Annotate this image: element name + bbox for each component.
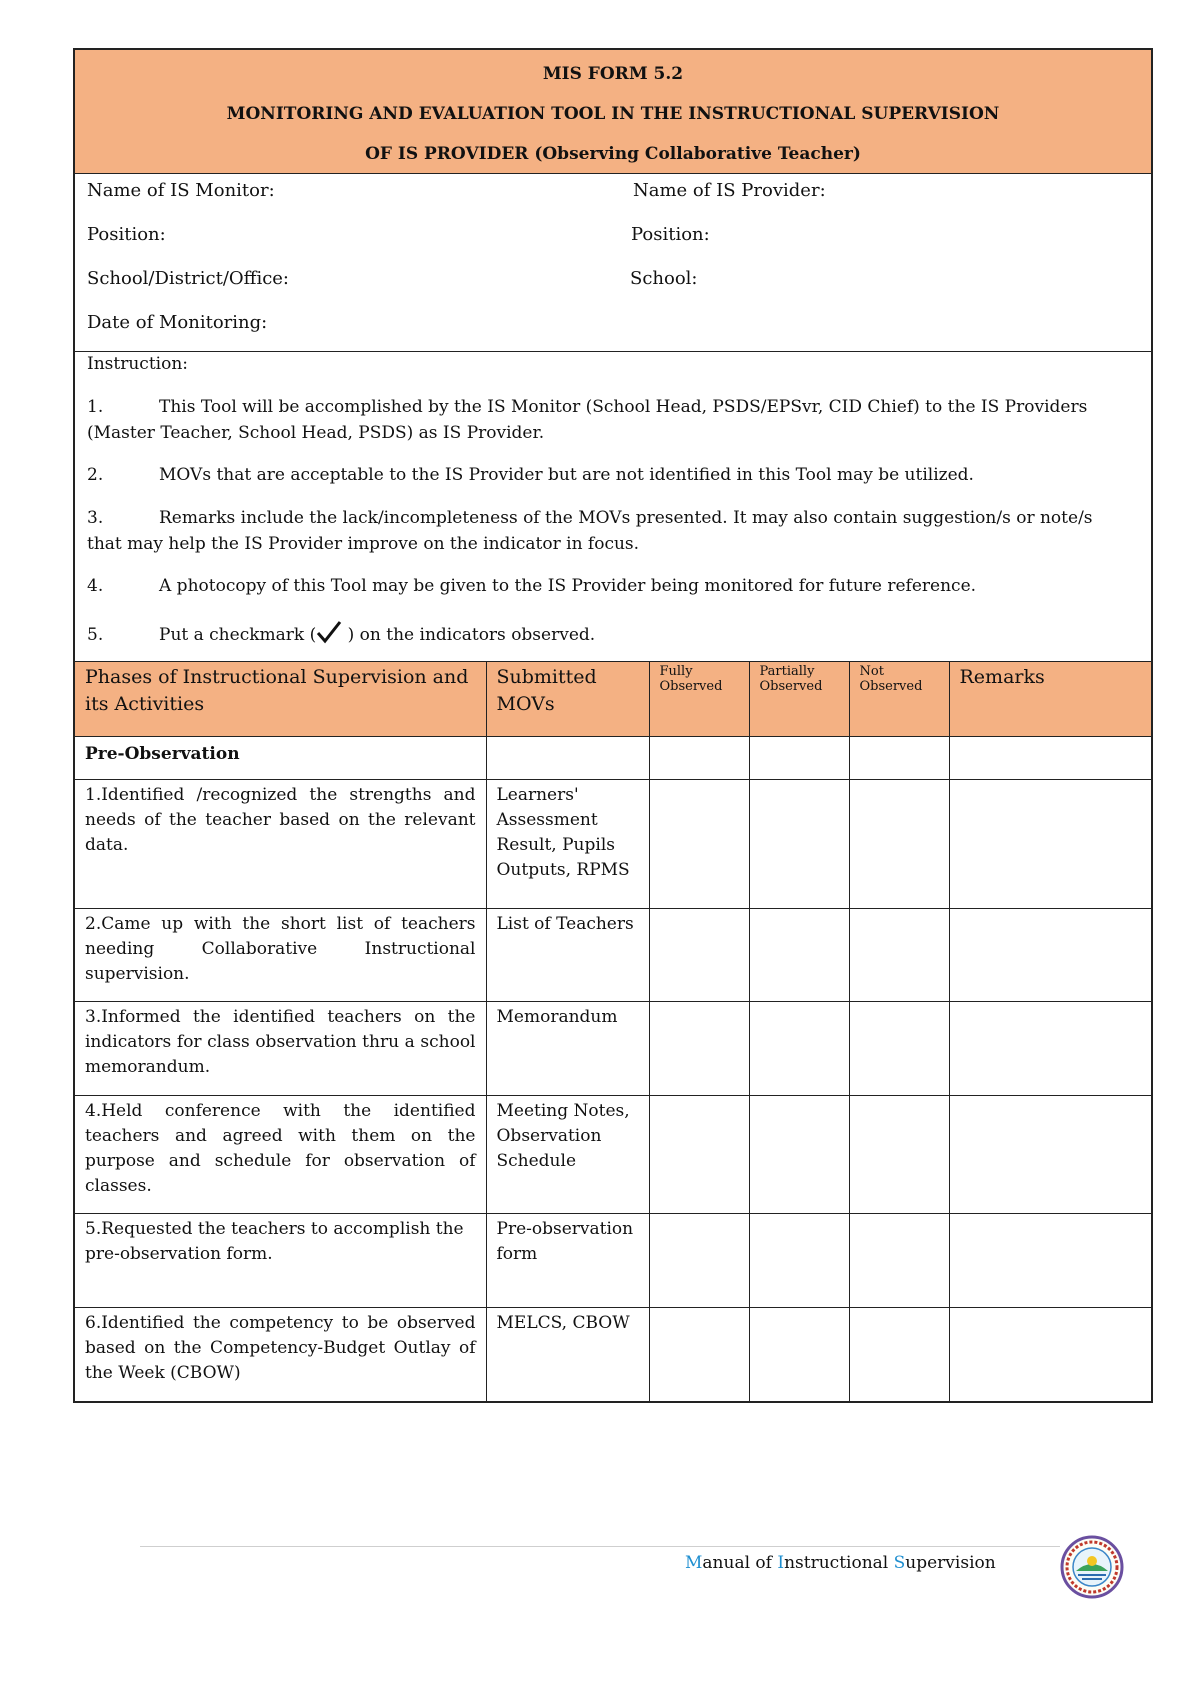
header-partially-observed: Partially Observed: [749, 662, 849, 736]
check-cell[interactable]: [649, 779, 749, 908]
checkmark-icon: [316, 620, 342, 644]
check-cell[interactable]: [849, 1001, 949, 1095]
table-row: [75, 1001, 1151, 1095]
activity-cell: 4.Held conference with the identified teachers and agreed with them on the purpose and schedule for observation of classes.: [75, 1095, 486, 1213]
check-cell[interactable]: [649, 1307, 749, 1401]
check-cell[interactable]: [849, 1095, 949, 1213]
check-cell[interactable]: [649, 1213, 749, 1307]
header-phases: Phases of Instructional Supervision and its Activities: [75, 662, 486, 736]
info-section: [75, 174, 1151, 352]
instruction-item: 5. Put a checkmark ( ) on the indicators observed.: [87, 620, 1127, 648]
monitor-name-field[interactable]: Name of IS Monitor:: [87, 180, 275, 201]
movs-cell: Meeting Notes, Observation Schedule: [486, 1095, 649, 1213]
activity-cell: 3.Informed the identified teachers on the indicators for class observation thru a school memorandum.: [75, 1001, 486, 1095]
header-remarks: Remarks: [949, 662, 1151, 736]
footer-divider: [140, 1546, 1060, 1547]
supervision-table: [75, 662, 1151, 1401]
check-cell[interactable]: [749, 736, 849, 779]
movs-cell: Pre-observation form: [486, 1213, 649, 1307]
form-code: MIS FORM 5.2: [542, 64, 684, 84]
instruction-item: 1. This Tool will be accomplished by the IS Monitor (School Head, PSDS/EPSvr, CID Chief) to the IS Providers (Master Teacher, School Head, PSDS) as IS Provider.: [87, 397, 1088, 443]
activity-cell: 5.Requested the teachers to accomplish the pre-observation form.: [75, 1213, 486, 1307]
check-cell[interactable]: [649, 1095, 749, 1213]
activity-cell: 2.Came up with the short list of teachers needing Collaborative Instructional supervision.: [75, 908, 486, 1001]
monitoring-date-field[interactable]: Date of Monitoring:: [87, 312, 268, 333]
remarks-cell[interactable]: [949, 736, 1151, 779]
instructions-section: [75, 352, 1151, 662]
monitor-position-field[interactable]: Position:: [87, 224, 166, 245]
instruction-item: 3. Remarks include the lack/incompleteness of the MOVs presented. It may also contain suggestion/s or note/s that may help the IS Provider improve on the indicator in focus.: [87, 508, 1093, 554]
table-row: [75, 779, 1151, 908]
movs-cell: MELCS, CBOW: [486, 1307, 649, 1401]
table-row: [75, 1213, 1151, 1307]
movs-cell: Memorandum: [486, 1001, 649, 1095]
section-pre-observation: Pre-Observation: [75, 736, 486, 779]
check-cell[interactable]: [849, 1307, 949, 1401]
remarks-cell[interactable]: [949, 1095, 1151, 1213]
table-row: [75, 1095, 1151, 1213]
provider-school-field[interactable]: School:: [630, 268, 698, 289]
activity-cell: 6.Identified the competency to be observed based on the Competency-Budget Outlay of the Week (CBOW): [75, 1307, 486, 1401]
monitor-office-field[interactable]: School/District/Office:: [87, 268, 289, 289]
table-row: [75, 1307, 1151, 1401]
check-cell[interactable]: [849, 908, 949, 1001]
provider-name-field[interactable]: Name of IS Provider:: [633, 180, 826, 201]
check-cell[interactable]: [749, 1095, 849, 1213]
header-fully-observed: Fully Observed: [649, 662, 749, 736]
check-cell[interactable]: [649, 908, 749, 1001]
check-cell[interactable]: [749, 1213, 849, 1307]
check-cell[interactable]: [849, 779, 949, 908]
check-cell[interactable]: [649, 1001, 749, 1095]
activity-cell: 1.Identified /recognized the strengths and needs of the teacher based on the relevant data.: [75, 779, 486, 908]
header-not-observed: Not Observed: [849, 662, 949, 736]
check-cell[interactable]: [749, 1001, 849, 1095]
movs-cell: List of Teachers: [486, 908, 649, 1001]
check-cell[interactable]: [749, 908, 849, 1001]
deped-seal-icon: [1060, 1535, 1124, 1599]
remarks-cell[interactable]: [949, 1001, 1151, 1095]
check-cell[interactable]: [749, 1307, 849, 1401]
remarks-cell[interactable]: [949, 1307, 1151, 1401]
movs-cell: Learners' Assessment Result, Pupils Outputs, RPMS: [486, 779, 649, 908]
check-cell[interactable]: [649, 736, 749, 779]
form-title-line1: MONITORING AND EVALUATION TOOL IN THE INSTRUCTIONAL SUPERVISION: [226, 104, 1000, 124]
check-cell[interactable]: [749, 779, 849, 908]
remarks-cell[interactable]: [949, 908, 1151, 1001]
table-row: [75, 908, 1151, 1001]
remarks-cell[interactable]: [949, 1213, 1151, 1307]
remarks-cell[interactable]: [949, 779, 1151, 908]
header-movs: Submitted MOVs: [486, 662, 649, 736]
check-cell[interactable]: [849, 736, 949, 779]
provider-position-field[interactable]: Position:: [631, 224, 710, 245]
mis-form: [73, 48, 1153, 1403]
form-title-line2: OF IS PROVIDER (Observing Collaborative Teacher): [365, 144, 861, 164]
instruction-item: 4. A photocopy of this Tool may be given to the IS Provider being monitored for future reference.: [87, 576, 977, 596]
form-header: [75, 50, 1151, 174]
check-cell[interactable]: [849, 1213, 949, 1307]
instruction-item: 2. MOVs that are acceptable to the IS Provider but are not identified in this Tool may be utilized.: [87, 465, 974, 485]
footer-title: Manual of Instructional Supervision: [685, 1553, 996, 1573]
instructions-title: Instruction:: [87, 354, 188, 374]
cell: [486, 736, 649, 779]
